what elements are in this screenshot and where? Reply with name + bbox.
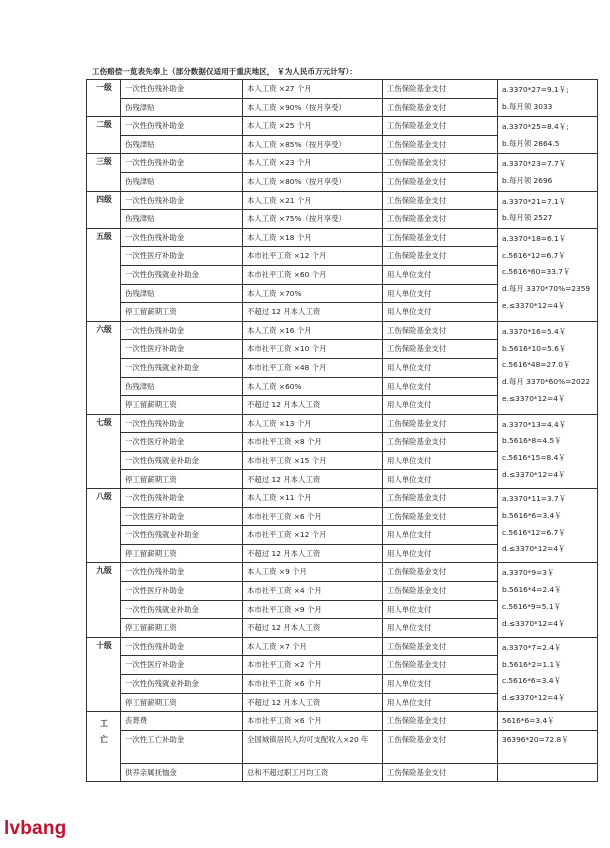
calculation-cell [498,80,598,117]
benefit-item: 一次性伤残补助金 [121,154,243,173]
benefit-item: 一次性伤残就业补助金 [121,600,243,619]
benefit-payer: 用人单位支付 [383,396,498,415]
table-row [87,80,598,99]
table-row [87,154,598,173]
benefit-standard: 本市社平工资 ×6 个月 [243,507,383,526]
benefit-standard: 本人工资 ×27 个月 [243,80,383,99]
benefit-item: 一次性伤残补助金 [121,321,243,340]
table-row [87,712,598,731]
benefit-item: 停工留薪期工资 [121,303,243,322]
calculation-line: a.3370*11=3.7￥ [502,494,567,504]
benefit-item: 一次性医疗补助金 [121,433,243,452]
calculation-line: c.5616*9=5.1￥ [502,602,561,612]
calculation-cell [498,191,598,228]
benefit-item: 一次性伤残补助金 [121,80,243,99]
benefit-payer: 用人单位支付 [383,526,498,545]
benefit-standard: 本市社平工资 ×6 个月 [243,712,383,731]
benefit-standard: 本市社平工资 ×10 个月 [243,340,383,359]
benefit-item: 伤残津贴 [121,210,243,229]
benefit-item: 伤残津贴 [121,172,243,191]
grade-label: 十级 [87,637,121,711]
benefit-standard: 不超过 12 月本人工资 [243,693,383,712]
site-watermark: lvbang [4,818,67,839]
compensation-table [86,79,598,782]
benefit-standard: 本市社平工资 ×2 个月 [243,656,383,675]
calculation-line: e.≤3370*12=4￥ [502,393,566,403]
benefit-payer: 用人单位支付 [383,693,498,712]
benefit-payer: 工伤保险基金支付 [383,507,498,526]
benefit-item: 供养亲属抚恤金 [121,763,243,782]
calculation-line: d.每月 3370*70%=2359 [502,284,591,294]
benefit-payer: 工伤保险基金支付 [383,172,498,191]
calculation-line: c.5616*60=33.7￥ [502,267,571,277]
benefit-standard: 本市社平工资 ×12 个月 [243,526,383,545]
grade-label: 七级 [87,414,121,488]
benefit-payer: 工伤保险基金支付 [383,154,498,173]
benefit-item: 伤残津贴 [121,377,243,396]
benefit-item: 伤残津贴 [121,98,243,117]
benefit-payer: 工伤保险基金支付 [383,247,498,266]
benefit-payer: 工伤保险基金支付 [383,210,498,229]
benefit-standard: 本人工资 ×16 个月 [243,321,383,340]
calculation-line: d.≤3370*12=4￥ [502,618,566,628]
benefit-item: 停工留薪期工资 [121,619,243,638]
benefit-standard: 本人工资 ×23 个月 [243,154,383,173]
calculation-line: a.3370*16=5.4￥ [502,326,567,336]
calculation-cell [498,763,598,782]
benefit-payer: 工伤保险基金支付 [383,321,498,340]
benefit-standard: 本人工资 ×18 个月 [243,228,383,247]
grade-label: 八级 [87,489,121,563]
benefit-item: 一次性伤残就业补助金 [121,526,243,545]
benefit-payer: 工伤保险基金支付 [383,637,498,656]
calculation-cell [498,414,598,488]
calculation-line: b.5616*2=1.1￥ [502,659,562,669]
calculation-line: c.5616*12=6.7￥ [502,527,566,537]
calculation-line: a.3370*7=2.4￥ [502,642,562,652]
benefit-standard: 本市社平工资 ×9 个月 [243,600,383,619]
table-row [87,563,598,582]
calculation-line: d.≤3370*12=4￥ [502,544,566,554]
benefit-standard: 本人工资 ×25 个月 [243,117,383,136]
benefit-payer: 用人单位支付 [383,544,498,563]
calculation-cell [498,637,598,711]
calculation-line: d.≤3370*12=4￥ [502,693,566,703]
benefit-payer: 工伤保险基金支付 [383,228,498,247]
compensation-table-body [87,80,598,782]
benefit-payer: 工伤保险基金支付 [383,489,498,508]
calculation-cell: 36396*20=72.8￥ [498,730,598,763]
benefit-standard: 总和不超过职工月均工资 [243,763,383,782]
benefit-item: 伤残津贴 [121,284,243,303]
calculation-line: b.每月领 2527 [502,213,553,223]
benefit-standard: 本人工资 ×80%（按月享受） [243,172,383,191]
benefit-payer: 用人单位支付 [383,284,498,303]
calculation-line: b.每月领 3033 [502,101,553,111]
benefit-item: 一次性伤残就业补助金 [121,358,243,377]
calculation-line: a.3370*18=6.1￥ [502,233,567,243]
calculation-line: b.5616*4=2.4￥ [502,585,562,595]
grade-label: 四级 [87,191,121,228]
calculation-line: a.3370*9=3￥ [502,568,555,578]
benefit-standard: 本人工资 ×90%（按月享受） [243,98,383,117]
benefit-item: 一次性伤残补助金 [121,489,243,508]
benefit-payer: 工伤保险基金支付 [383,135,498,154]
calculation-cell [498,228,598,321]
benefit-item: 一次性伤残就业补助金 [121,675,243,694]
benefit-item: 一次性医疗补助金 [121,247,243,266]
benefit-item: 一次性伤残补助金 [121,228,243,247]
benefit-standard: 本市社平工资 ×15 个月 [243,451,383,470]
table-row [87,321,598,340]
calculation-line: c.5616*6=3.4￥ [502,676,561,686]
calculation-line: e.≤3370*12=4￥ [502,300,566,310]
benefit-standard: 本人工资 ×60% [243,377,383,396]
benefit-standard: 本人工资 ×9 个月 [243,563,383,582]
benefit-standard: 不超过 12 月本人工资 [243,619,383,638]
benefit-payer: 用人单位支付 [383,377,498,396]
calculation-line: c.5616*12=6.7￥ [502,250,566,260]
benefit-payer: 工伤保险基金支付 [383,730,498,763]
calculation-cell [498,154,598,191]
benefit-payer: 工伤保险基金支付 [383,414,498,433]
table-row [87,414,598,433]
benefit-standard: 本人工资 ×7 个月 [243,637,383,656]
benefit-item: 一次性伤残就业补助金 [121,451,243,470]
grade-label: 六级 [87,321,121,414]
benefit-payer: 工伤保险基金支付 [383,582,498,601]
benefit-item: 一次性伤残就业补助金 [121,265,243,284]
table-row [87,637,598,656]
calculation-line: b.每月领 2864.5 [502,138,560,148]
benefit-item: 一次性伤残补助金 [121,563,243,582]
grade-label: 五级 [87,228,121,321]
benefit-item: 一次性医疗补助金 [121,656,243,675]
benefit-item: 一次性伤残补助金 [121,191,243,210]
grade-label: 一级 [87,80,121,117]
benefit-item: 丧葬费 [121,712,243,731]
death-label-top: 工 [100,719,108,729]
grade-label: 九级 [87,563,121,637]
benefit-standard: 本市社平工资 ×48 个月 [243,358,383,377]
death-label-bottom: 亡 [100,735,108,745]
benefit-item: 一次性医疗补助金 [121,507,243,526]
benefit-item: 停工留薪期工资 [121,396,243,415]
benefit-payer: 工伤保险基金支付 [383,433,498,452]
calculation-line: b.5616*10=5.6￥ [502,343,567,353]
benefit-payer: 工伤保险基金支付 [383,191,498,210]
benefit-standard: 本人工资 ×13 个月 [243,414,383,433]
benefit-item: 停工留薪期工资 [121,470,243,489]
page-title: 工伤赔偿一览表先奉上（部分数据仅适用于重庆地区， ￥为人民币万元计写）： [92,67,357,76]
benefit-item: 一次性伤残补助金 [121,117,243,136]
calculation-line: a.3370*23=7.7￥ [502,159,567,169]
benefit-item: 伤残津贴 [121,135,243,154]
calculation-line: a.3370*25=8.4￥; [502,122,569,132]
benefit-payer: 用人单位支付 [383,600,498,619]
calculation-cell [498,117,598,154]
calculation-line: d.≤3370*12=4￥ [502,470,566,480]
benefit-standard: 本人工资 ×21 个月 [243,191,383,210]
grade-label-death [87,712,121,782]
benefit-standard: 本市社平工资 ×4 个月 [243,582,383,601]
benefit-payer: 用人单位支付 [383,303,498,322]
benefit-item: 一次性医疗补助金 [121,582,243,601]
calculation-line: b.每月领 2696 [502,176,553,186]
table-row [87,730,598,763]
benefit-standard: 不超过 12 月本人工资 [243,396,383,415]
benefit-payer: 用人单位支付 [383,470,498,489]
calculation-line: a.3370*21=7.1￥ [502,196,567,206]
benefit-standard: 不超过 12 月本人工资 [243,470,383,489]
benefit-standard: 全国城镇居民人均可支配收入×20 年 [243,730,383,763]
benefit-item: 一次性医疗补助金 [121,340,243,359]
benefit-standard: 本市社平工资 ×8 个月 [243,433,383,452]
benefit-item: 一次性工亡补助金 [121,730,243,763]
benefit-item: 停工留薪期工资 [121,693,243,712]
benefit-standard: 不超过 12 月本人工资 [243,544,383,563]
benefit-payer: 用人单位支付 [383,451,498,470]
calculation-line: c.5616*15=8.4￥ [502,453,566,463]
calculation-cell: 5616*6=3.4￥ [498,712,598,731]
benefit-item: 停工留薪期工资 [121,544,243,563]
benefit-payer: 用人单位支付 [383,265,498,284]
benefit-standard: 不超过 12 月本人工资 [243,303,383,322]
table-row [87,763,598,782]
benefit-item: 一次性伤残补助金 [121,637,243,656]
table-row [87,117,598,136]
calculation-line: a.3370*13=4.4￥ [502,419,567,429]
benefit-payer: 工伤保险基金支付 [383,712,498,731]
calculation-line: a.3370*27=9.1￥; [502,85,569,94]
table-row [87,191,598,210]
benefit-standard: 本人工资 ×70% [243,284,383,303]
benefit-payer: 工伤保险基金支付 [383,340,498,359]
benefit-payer: 工伤保险基金支付 [383,117,498,136]
grade-label: 二级 [87,117,121,154]
benefit-payer: 用人单位支付 [383,619,498,638]
table-row [87,228,598,247]
benefit-item: 一次性伤残补助金 [121,414,243,433]
benefit-standard: 本人工资 ×75%（按月享受） [243,210,383,229]
calculation-line: d.每月 3370*60%=2022 [502,377,591,387]
benefit-standard: 本市社平工资 ×12 个月 [243,247,383,266]
benefit-standard: 本人工资 ×11 个月 [243,489,383,508]
benefit-payer: 工伤保险基金支付 [383,98,498,117]
benefit-payer: 用人单位支付 [383,358,498,377]
benefit-payer: 工伤保险基金支付 [383,80,498,99]
benefit-payer: 用人单位支付 [383,675,498,694]
calculation-line: b.5616*8=4.5￥ [502,436,562,446]
benefit-payer: 工伤保险基金支付 [383,563,498,582]
calculation-line: b.5616*6=3.4￥ [502,510,562,520]
calculation-line: c.5616*48=27.0￥ [502,360,571,370]
benefit-standard: 本市社平工资 ×60 个月 [243,265,383,284]
calculation-cell [498,563,598,637]
calculation-cell [498,489,598,563]
benefit-standard: 本人工资 ×85%（按月享受） [243,135,383,154]
table-row [87,489,598,508]
benefit-standard: 本市社平工资 ×6 个月 [243,675,383,694]
grade-label: 三级 [87,154,121,191]
benefit-payer: 工伤保险基金支付 [383,763,498,782]
benefit-payer: 工伤保险基金支付 [383,656,498,675]
calculation-cell [498,321,598,414]
